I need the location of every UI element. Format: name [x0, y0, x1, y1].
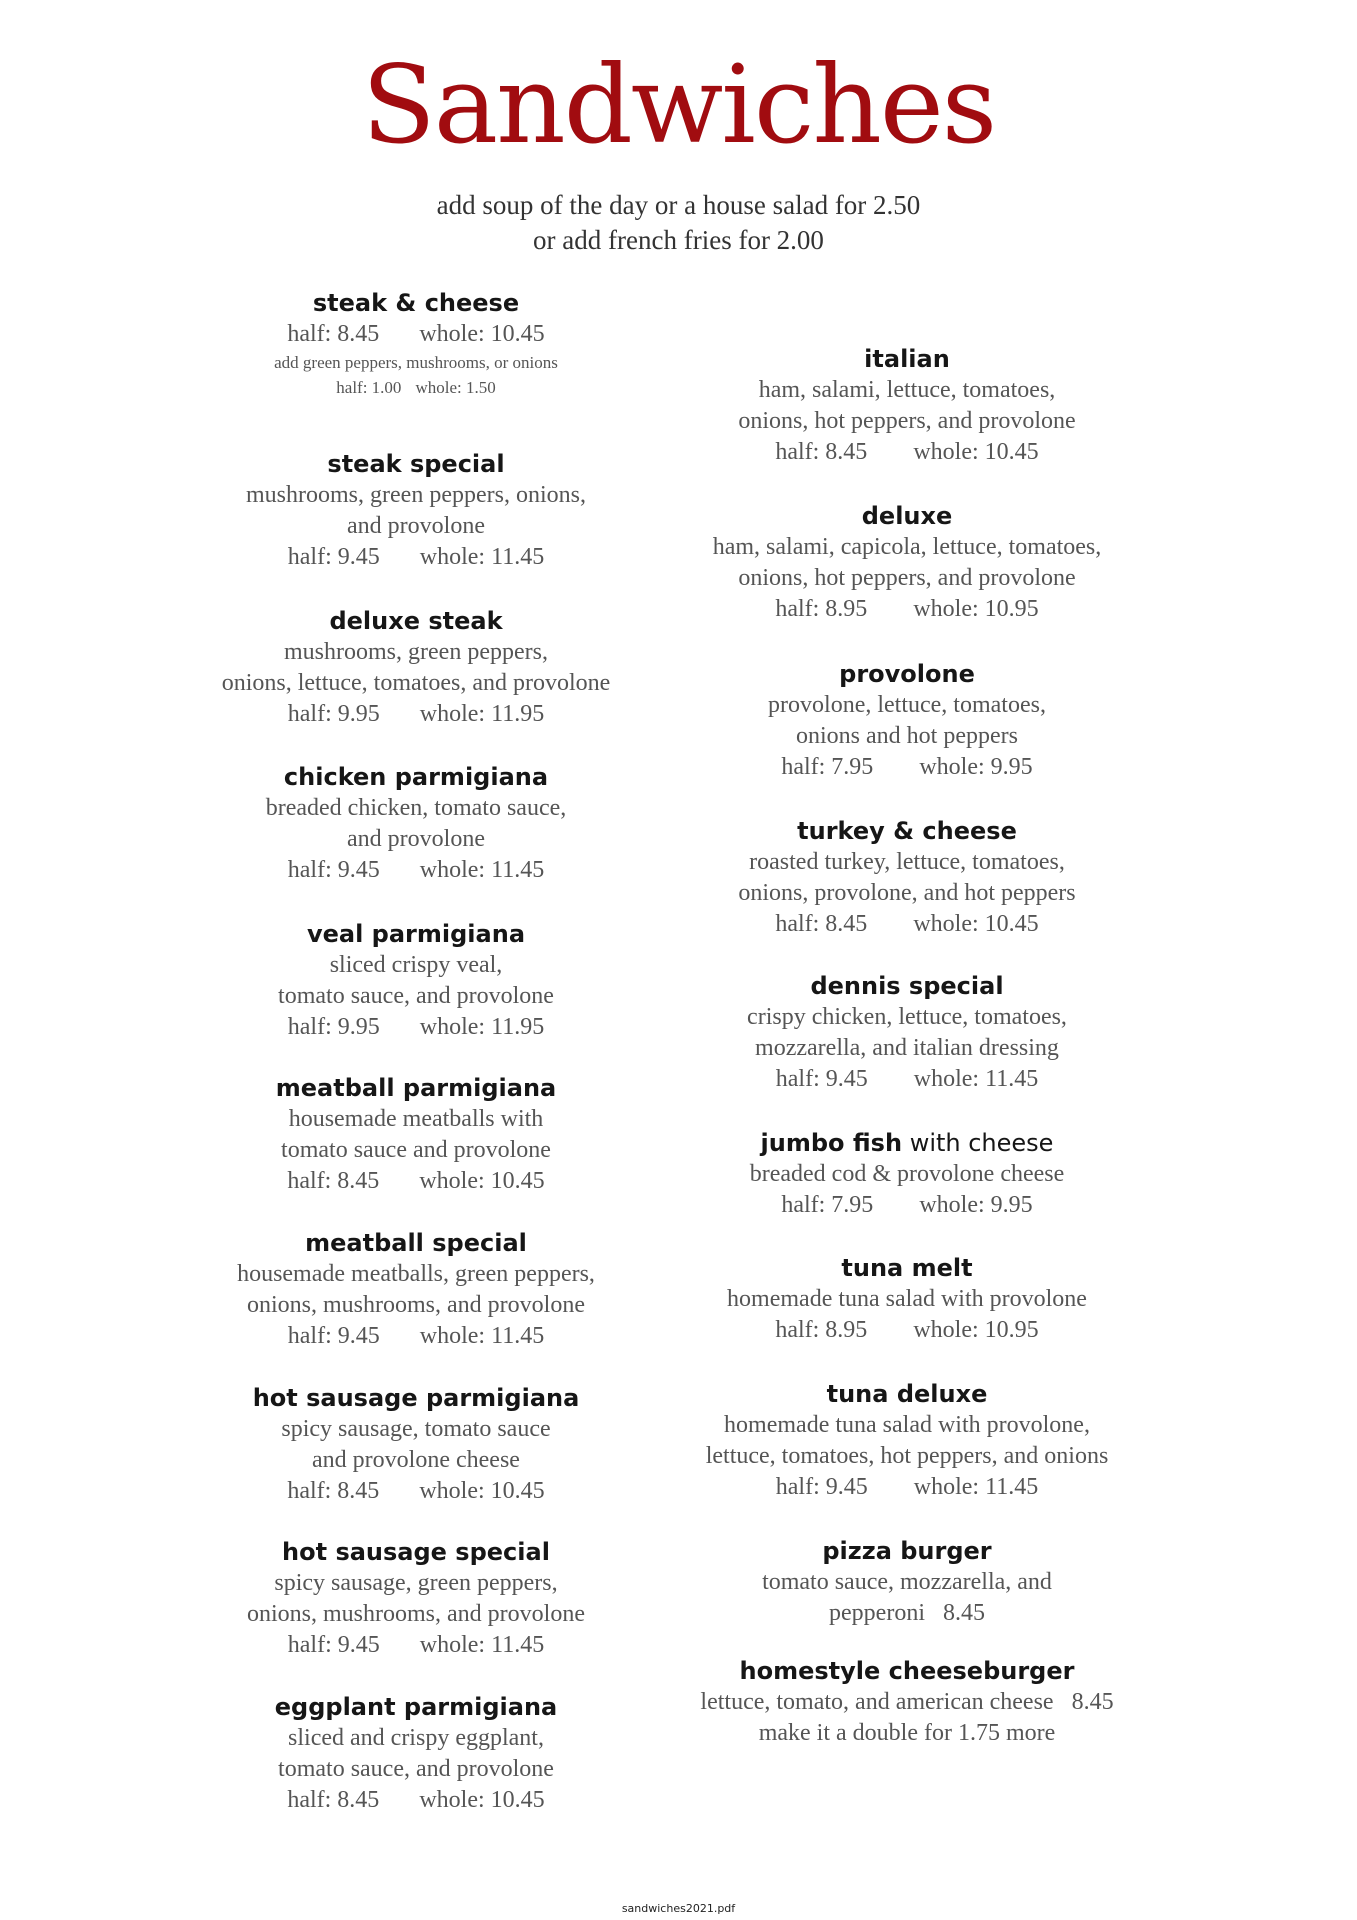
- item-name-suffix: with cheese: [902, 1129, 1054, 1157]
- price-whole: whole: 11.45: [419, 1632, 545, 1658]
- price-half: half: 9.45: [287, 1632, 380, 1658]
- menu-item-tuna-melt: [678, 1252, 1136, 1346]
- item-price: [678, 1315, 1136, 1346]
- price-half: half: 7.95: [781, 1192, 874, 1218]
- menu-item-tuna-deluxe: [678, 1378, 1136, 1503]
- file-name-footer: sandwiches2021.pdf: [621, 1902, 736, 1915]
- price-whole: whole: 10.95: [913, 596, 1039, 622]
- item-price: [678, 594, 1136, 625]
- item-name: eggplant parmigiana: [274, 1693, 558, 1721]
- item-price: [678, 909, 1136, 940]
- item-name: [678, 1127, 1136, 1159]
- item-description: make it a double for 1.75 more: [758, 1720, 1056, 1746]
- price-half: half: 9.45: [287, 544, 380, 570]
- price-whole: whole: 10.95: [913, 1317, 1039, 1343]
- item-description: provolone, lettuce, tomatoes,: [768, 692, 1046, 718]
- price-half: half: 9.45: [775, 1066, 868, 1092]
- item-addon-price: [186, 375, 646, 400]
- item-description: tomato sauce, mozzarella, and: [762, 1569, 1052, 1595]
- menu-item-homestyle-cheeseburger: [678, 1655, 1136, 1749]
- price-whole: whole: 10.45: [419, 321, 545, 347]
- item-description: ham, salami, lettuce, tomatoes,: [758, 377, 1056, 403]
- price-half: half: 9.45: [287, 857, 380, 883]
- item-name: veal parmigiana: [306, 920, 526, 948]
- item-name: meatball parmigiana: [275, 1074, 557, 1102]
- item-description: onions and hot peppers: [796, 723, 1018, 749]
- menu-item-turkey-cheese: [678, 815, 1136, 940]
- item-name: tuna melt: [841, 1254, 973, 1282]
- menu-item-eggplant-parmigiana: [186, 1691, 646, 1816]
- item-name: steak special: [327, 450, 505, 478]
- item-description: onions, mushrooms, and provolone: [247, 1292, 585, 1318]
- item-description: lettuce, tomato, and american cheese 8.45: [700, 1689, 1114, 1715]
- price-half: half: 9.95: [287, 1014, 380, 1040]
- item-name: turkey & cheese: [797, 817, 1017, 845]
- menu-item-provolone: [678, 658, 1136, 783]
- addon-price-whole: whole: 1.50: [415, 378, 496, 397]
- item-description: pepperoni 8.45: [829, 1600, 985, 1626]
- item-price: [678, 1064, 1136, 1095]
- item-description: tomato sauce and provolone: [281, 1137, 551, 1163]
- price-half: half: 9.95: [287, 701, 380, 727]
- item-description: onions, mushrooms, and provolone: [247, 1601, 585, 1627]
- item-name: dennis special: [810, 972, 1004, 1000]
- item-description: and provolone cheese: [312, 1447, 520, 1473]
- price-whole: whole: 10.45: [913, 911, 1039, 937]
- price-half: half: 9.45: [775, 1474, 868, 1500]
- menu-item-pizza-burger: [678, 1535, 1136, 1629]
- price-whole: whole: 10.45: [419, 1478, 545, 1504]
- item-price: [186, 1476, 646, 1507]
- subtitle-line-2: or add french fries for 2.00: [533, 225, 824, 255]
- item-price: [678, 752, 1136, 783]
- menu-item-jumbo-fish: [678, 1127, 1136, 1221]
- price-whole: whole: 11.45: [913, 1474, 1039, 1500]
- item-description: homemade tuna salad with provolone: [727, 1286, 1087, 1312]
- item-description: onions, hot peppers, and provolone: [738, 408, 1076, 434]
- item-description: roasted turkey, lettuce, tomatoes,: [749, 849, 1065, 875]
- item-description: sliced and crispy eggplant,: [288, 1725, 544, 1751]
- price-half: half: 8.45: [287, 1787, 380, 1813]
- page-title: Sandwiches: [361, 43, 996, 168]
- price-whole: whole: 11.45: [913, 1066, 1039, 1092]
- item-description: and provolone: [347, 513, 485, 539]
- price-whole: whole: 10.45: [419, 1787, 545, 1813]
- item-name: hot sausage special: [282, 1538, 550, 1566]
- item-price: [678, 1472, 1136, 1503]
- item-price: [186, 1321, 646, 1352]
- item-description: breaded chicken, tomato sauce,: [265, 795, 567, 821]
- menu-item-steak-special: [186, 448, 646, 573]
- menu-item-hot-sausage-parmigiana: [186, 1382, 646, 1507]
- item-price: [186, 1630, 646, 1661]
- price-whole: whole: 11.45: [419, 857, 545, 883]
- price-half: half: 8.45: [287, 321, 380, 347]
- menu-item-deluxe: [678, 500, 1136, 625]
- menu-item-veal-parmigiana: [186, 918, 646, 1043]
- price-half: half: 9.45: [287, 1323, 380, 1349]
- price-half: half: 8.45: [287, 1478, 380, 1504]
- price-whole: whole: 11.95: [419, 1014, 545, 1040]
- item-price: [186, 1785, 646, 1816]
- price-whole: whole: 11.45: [419, 1323, 545, 1349]
- item-description: and provolone: [347, 826, 485, 852]
- addon-price-half: half: 1.00: [336, 378, 402, 397]
- item-description: mushrooms, green peppers,: [284, 639, 548, 665]
- item-price: [186, 542, 646, 573]
- price-whole: whole: 10.45: [419, 1168, 545, 1194]
- price-half: half: 8.95: [775, 1317, 868, 1343]
- item-description: crispy chicken, lettuce, tomatoes,: [747, 1004, 1067, 1030]
- item-name: tuna deluxe: [826, 1380, 988, 1408]
- item-description: spicy sausage, green peppers,: [274, 1570, 558, 1596]
- item-name: chicken parmigiana: [283, 763, 549, 791]
- item-price: [186, 1012, 646, 1043]
- item-description: tomato sauce, and provolone: [278, 1756, 554, 1782]
- price-half: half: 8.45: [775, 439, 868, 465]
- price-whole: whole: 9.95: [919, 1192, 1033, 1218]
- item-description: onions, hot peppers, and provolone: [738, 565, 1076, 591]
- item-description: onions, lettuce, tomatoes, and provolone: [221, 670, 611, 696]
- item-description: mushrooms, green peppers, onions,: [246, 482, 586, 508]
- price-half: half: 8.45: [775, 911, 868, 937]
- item-name: deluxe: [861, 502, 953, 530]
- item-price: [186, 319, 646, 350]
- item-price: [678, 1190, 1136, 1221]
- menu-item-deluxe-steak: [186, 605, 646, 730]
- item-description: spicy sausage, tomato sauce: [281, 1416, 551, 1442]
- item-name: provolone: [839, 660, 975, 688]
- subtitle-line-1: add soup of the day or a house salad for 2.50: [436, 190, 921, 220]
- price-half: half: 7.95: [781, 754, 874, 780]
- item-description: housemade meatballs with: [288, 1106, 544, 1132]
- item-description: breaded cod & provolone cheese: [749, 1161, 1065, 1187]
- item-name: steak & cheese: [312, 289, 520, 317]
- menu-item-meatball-parmigiana: [186, 1072, 646, 1197]
- item-name-bold: jumbo fish: [760, 1129, 903, 1157]
- item-addon: add green peppers, mushrooms, or onions: [274, 353, 558, 372]
- item-description: mozzarella, and italian dressing: [755, 1035, 1059, 1061]
- item-name: homestyle cheeseburger: [739, 1657, 1075, 1685]
- item-name: hot sausage parmigiana: [252, 1384, 580, 1412]
- item-price: [678, 437, 1136, 468]
- menu-item-dennis-special: [678, 970, 1136, 1095]
- price-whole: whole: 10.45: [913, 439, 1039, 465]
- item-description: sliced crispy veal,: [329, 952, 503, 978]
- menu-item-hot-sausage-special: [186, 1536, 646, 1661]
- item-description: housemade meatballs, green peppers,: [237, 1261, 595, 1287]
- item-price: [186, 699, 646, 730]
- menu-item-meatball-special: [186, 1227, 646, 1352]
- price-whole: whole: 11.45: [419, 544, 545, 570]
- price-half: half: 8.45: [287, 1168, 380, 1194]
- item-description: ham, salami, capicola, lettuce, tomatoes,: [712, 534, 1102, 560]
- menu-item-chicken-parmigiana: [186, 761, 646, 886]
- item-description: onions, provolone, and hot peppers: [738, 880, 1076, 906]
- item-name: deluxe steak: [329, 607, 503, 635]
- menu-item-steak-cheese: [186, 287, 646, 400]
- item-description: lettuce, tomatoes, hot peppers, and onions: [705, 1443, 1109, 1469]
- item-name: meatball special: [305, 1229, 527, 1257]
- price-half: half: 8.95: [775, 596, 868, 622]
- item-name: italian: [864, 345, 950, 373]
- item-price: [186, 855, 646, 886]
- item-name: pizza burger: [822, 1537, 992, 1565]
- item-description: homemade tuna salad with provolone,: [724, 1412, 1090, 1438]
- price-whole: whole: 9.95: [919, 754, 1033, 780]
- item-price: [186, 1166, 646, 1197]
- item-description: tomato sauce, and provolone: [278, 983, 554, 1009]
- price-whole: whole: 11.95: [419, 701, 545, 727]
- menu-item-italian: [678, 343, 1136, 468]
